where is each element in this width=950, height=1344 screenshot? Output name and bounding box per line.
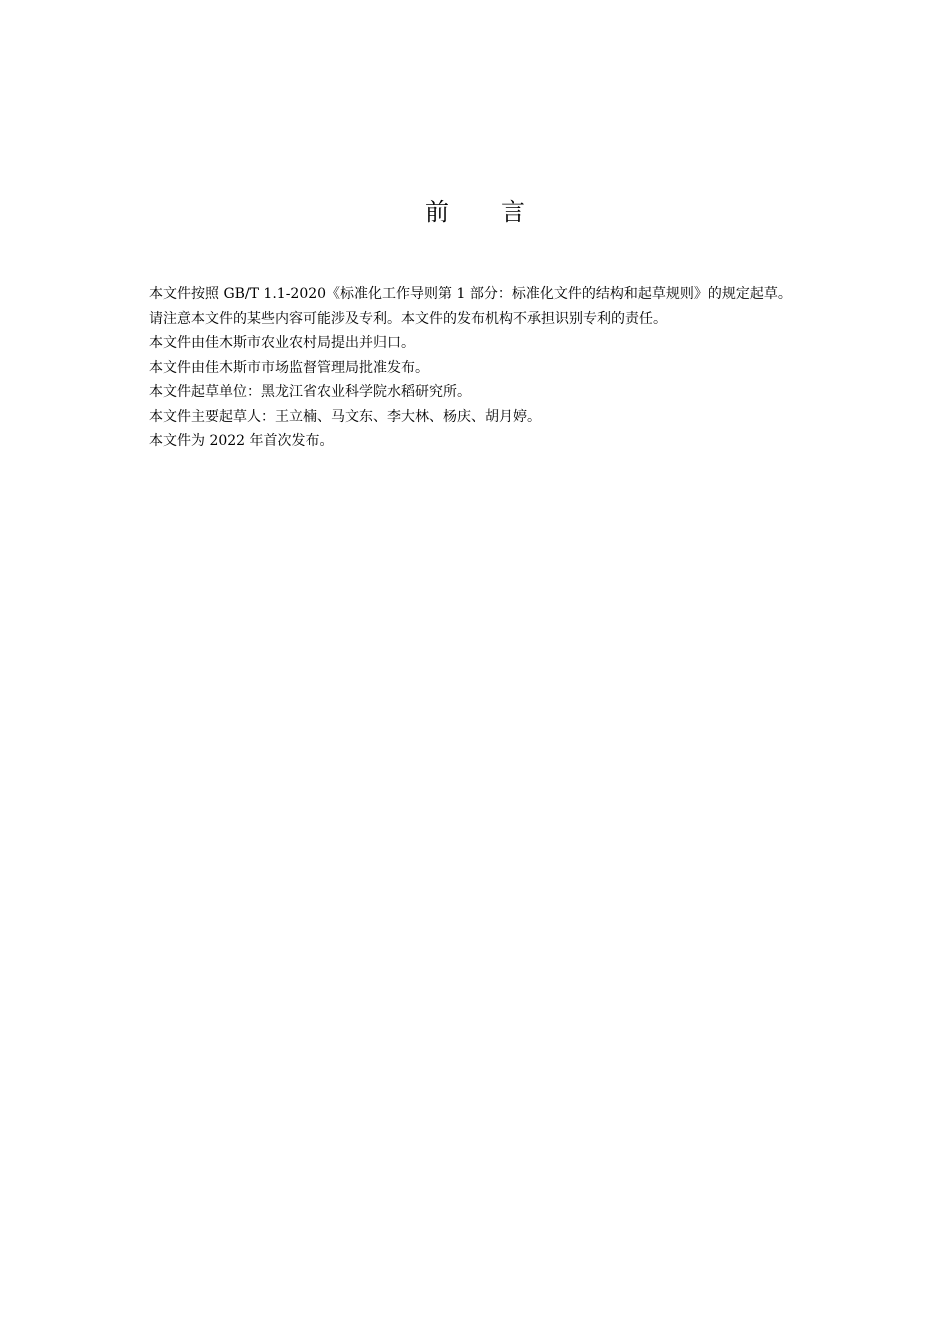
page-title	[0, 192, 950, 232]
paragraph-drafters: 本文件主要起草人：王立楠、马文东、李大林、杨庆、胡月婷。	[149, 408, 541, 425]
paragraph-approver: 本文件由佳木斯市市场监督管理局批准发布。	[149, 359, 429, 376]
title-char-1: 前	[425, 198, 449, 226]
paragraph-proposer: 本文件由佳木斯市农业农村局提出并归口。	[149, 335, 415, 351]
title-char-2: 言	[501, 198, 525, 226]
paragraph-patent-notice: 请注意本文件的某些内容可能涉及专利。本文件的发布机构不承担识别专利的责任。	[149, 310, 667, 327]
foreword-body	[114, 282, 862, 454]
paragraph-first-release: 本文件为 2022 年首次发布。	[149, 433, 334, 449]
paragraph-drafting-basis: 本文件按照 GB/T 1.1-2020《标准化工作导则第 1 部分：标准化文件的结构和起草规则》的规定起草。	[149, 286, 792, 302]
paragraph-drafting-unit: 本文件起草单位：黑龙江省农业科学院水稻研究所。	[149, 384, 471, 400]
